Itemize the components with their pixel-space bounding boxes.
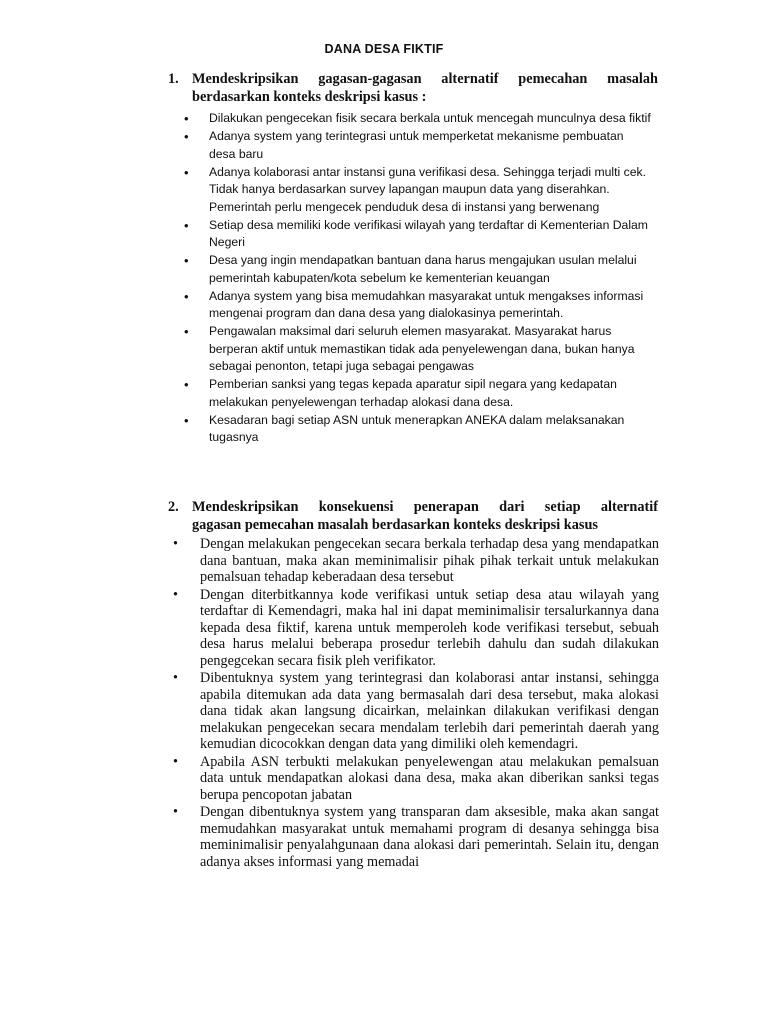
list-item: • Desa yang ingin mendapatkan bantuan dana harus mengajukan usulan melalui pemerintah kabupaten/kota sebelum ke kementerian keuangan — [184, 252, 658, 287]
bullet-icon: • — [173, 804, 178, 820]
bullet-icon: • — [184, 164, 189, 180]
section-number: 2. — [168, 499, 179, 515]
bullet-icon: • — [184, 377, 189, 392]
list-item: • Dengan dibentuknya system yang transparan dam aksesible, maka akan sangat memudahkan masyarakat untuk memahami program di desanya sehingga bisa meminimalisir penyalahgunaan dana alokasi dari pemerintah. Selain itu, dengan adanya akses informasi yang memadai — [167, 804, 659, 870]
bullet-icon: • — [173, 586, 178, 603]
list-item: • Setiap desa memiliki kode verifikasi wilayah yang terdaftar di Kementerian Dalam Negeri — [184, 217, 658, 252]
list-item: • Pemberian sanksi yang tegas kepada aparatur sipil negara yang kedapatan melakukan penyelewengan terhadap alokasi dana desa. — [184, 376, 658, 411]
section-heading-line2: gagasan pemecahan masalah berdasarkan konteks deskripsi kasus — [192, 517, 598, 533]
bullet-icon: • — [184, 111, 189, 126]
bullet-icon: • — [184, 288, 189, 304]
bullet-icon: • — [173, 670, 178, 686]
section-heading — [168, 498, 658, 534]
list-item: • Dilakukan pengecekan fisik secara berkala untuk mencegah munculnya desa fiktif — [184, 111, 651, 126]
bullet-icon: • — [173, 753, 178, 770]
bullet-icon: • — [184, 217, 189, 233]
document-title: DANA DESA FIKTIF — [324, 42, 444, 56]
section-1 — [168, 70, 658, 447]
section-heading-line1: Mendeskripsikan konsekuensi penerapan dari setiap alternatif — [192, 499, 658, 515]
list-item: • Adanya kolaborasi antar instansi guna verifikasi desa. Sehingga terjadi multi cek. Tidak hanya berdasarkan survey lapangan maupun data yang diserahkan. Pemerintah perlu mengecek penduduk desa di instansi yang berwenang — [184, 164, 658, 217]
section-heading-line2: berdasarkan konteks deskripsi kasus : — [192, 89, 427, 105]
bullet-list — [167, 536, 659, 870]
bullet-icon: • — [184, 129, 189, 144]
list-item: • Dengan melakukan pengecekan secara berkala terhadap desa yang mendapatkan dana bantuan, maka akan meminimalisir pihak pihak terkait untuk melakukan pemalsuan tehadap keberadaan desa tersebut — [167, 536, 659, 586]
section-2 — [168, 498, 658, 871]
bullet-list — [184, 110, 658, 447]
section-number: 1. — [168, 71, 179, 87]
section-heading — [168, 70, 658, 106]
list-item: • Adanya system yang bisa memudahkan masyarakat untuk mengakses informasi mengenai program dan dana desa yang dialokasinya pemerintah. — [184, 288, 658, 323]
bullet-icon: • — [173, 536, 178, 552]
section-heading-line1: Mendeskripsikan gagasan-gagasan alternatif pemecahan masalah — [192, 71, 658, 87]
list-item: • Kesadaran bagi setiap ASN untuk menerapkan ANEKA dalam melaksanakan tugasnya — [184, 412, 658, 447]
list-item: • Adanya system yang terintegrasi untuk memperketat mekanisme pembuatan desa baru — [184, 128, 658, 163]
bullet-icon: • — [184, 324, 189, 339]
list-item: • Pengawalan maksimal dari seluruh elemen masyarakat. Masyarakat harus berperan aktif untuk memastikan tidak ada penyelewengan dana, bukan hanya sebagai penonton, tetapi juga sebagai pengawas — [184, 323, 658, 376]
list-item: • Dibentuknya system yang terintegrasi dan kolaborasi antar instansi, sehingga apabila ditemukan ada data yang bermasalah dari desa tersebut, maka alokasi dana tidak akan langsung dicairkan, melainkan dilakukan verifikasi dengan melakukan pengecekan secara mendalam terlebih dari pemerintah daerah yang kemudian dicocokkan dengan data yang dimiliki oleh kemendagri. — [167, 670, 659, 753]
bullet-icon: • — [184, 412, 189, 428]
bullet-icon: • — [184, 253, 189, 268]
list-item: • Apabila ASN terbukti melakukan penyelewengan atau melakukan pemalsuan data untuk mendapatkan alokasi dana desa, maka akan diberikan sanksi tegas berupa pencopotan jabatan — [167, 754, 659, 804]
list-item: • Dengan diterbitkannya kode verifikasi untuk setiap desa atau wilayah yang terdaftar di Kemendagri, maka hal ini dapat meminimalisir tersalurkannya dana kepada desa fiktif, karena untuk memperoleh kode verifikasi tersebut, sebuah desa harus melalui beberapa prosedur terlebih dahulu dan sudah dilakukan pengegcekan secara fisik pleh verifikator. — [167, 587, 659, 670]
